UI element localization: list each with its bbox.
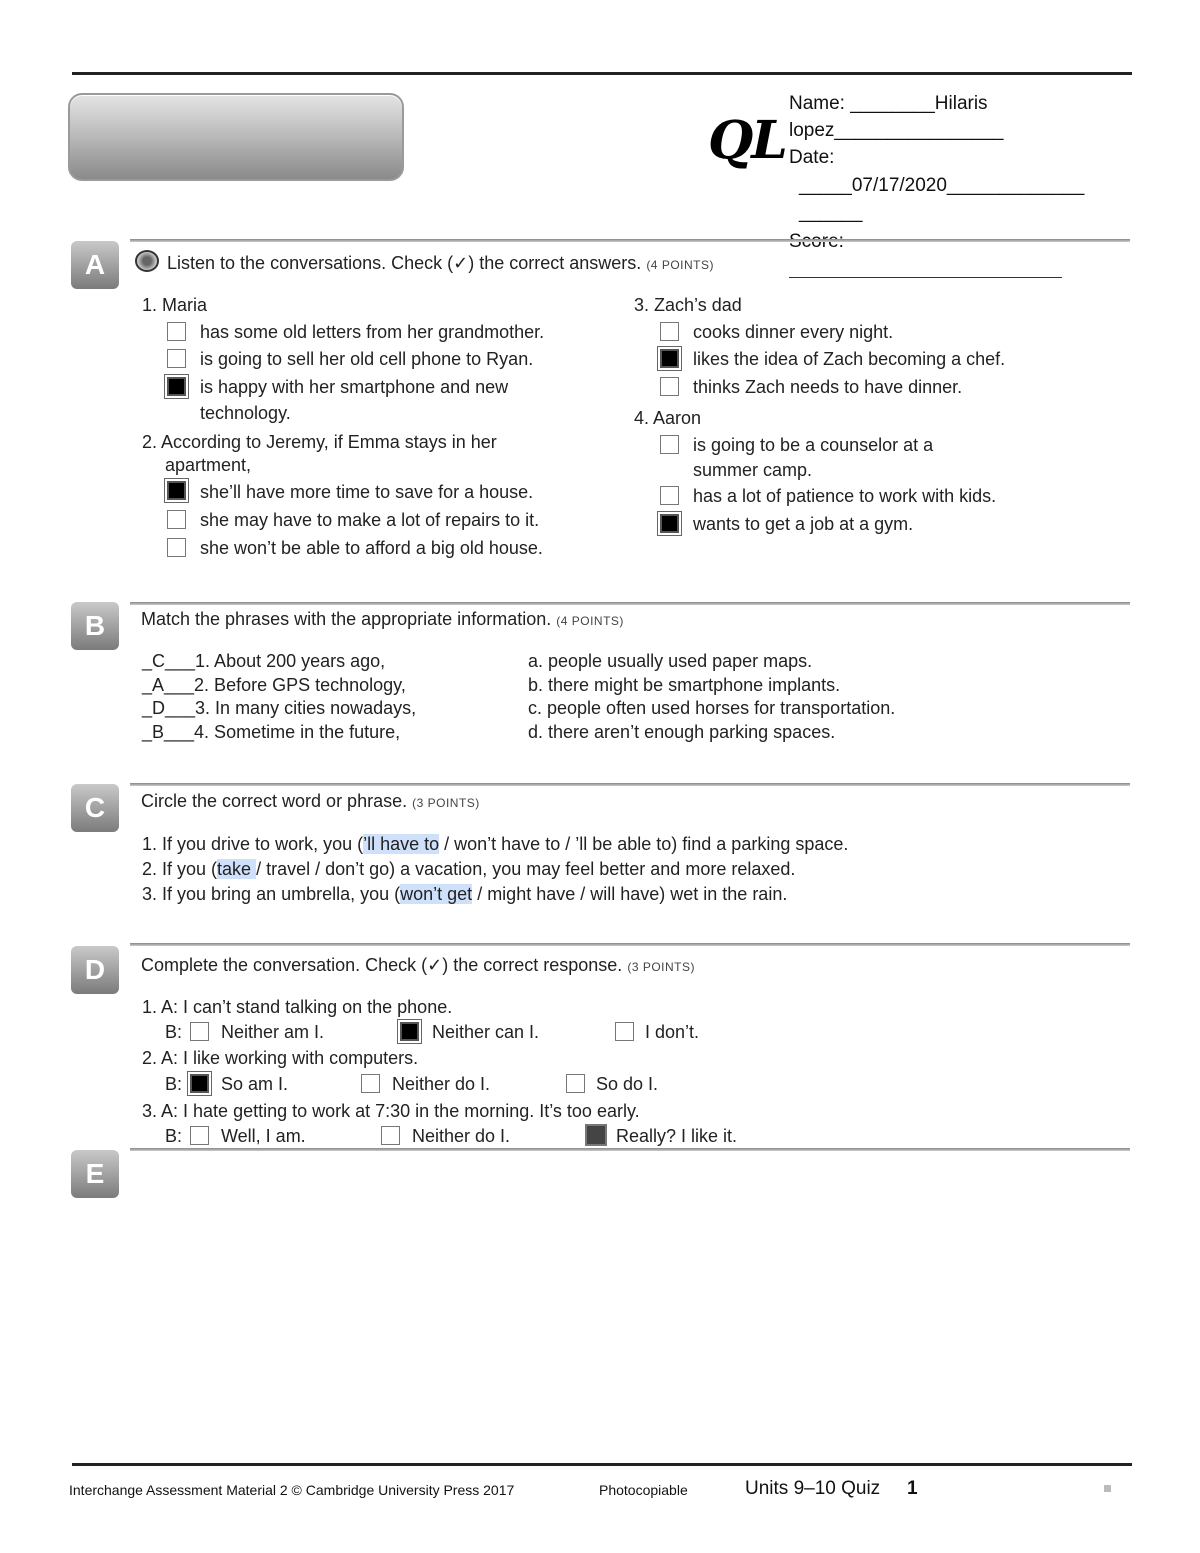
a-q2-title: 2. According to Jeremy, if Emma stays in her	[142, 432, 497, 452]
a-q2-opt3: she won’t be able to afford a big old house.	[200, 538, 543, 558]
d-b-label: B:	[165, 1074, 183, 1094]
checkbox[interactable]	[167, 349, 186, 368]
c-sentence-1: 1. If you drive to work, you (’ll have to / won’t have to / ’ll be able to) find a parking space.	[142, 834, 849, 854]
d-q1-opt2: Neither can I.	[432, 1022, 540, 1042]
a-q4-opt3: wants to get a job at a gym.	[693, 514, 914, 534]
name-line-2: lopez________________	[789, 120, 1004, 141]
d-q3-opt2: Neither do I.	[412, 1126, 511, 1146]
checkbox[interactable]	[615, 1022, 634, 1041]
d-q2-opt2: Neither do I.	[392, 1074, 491, 1094]
checkbox[interactable]	[361, 1074, 380, 1093]
checkbox[interactable]	[660, 486, 679, 505]
checkbox-checked[interactable]	[190, 1074, 209, 1093]
checkbox-checked[interactable]	[585, 1124, 607, 1146]
d-q1-opt1: Neither am I.	[221, 1022, 325, 1042]
date-label: Date:	[789, 147, 835, 168]
score-label	[789, 229, 844, 255]
school-logo: QL	[708, 110, 786, 171]
checkbox[interactable]	[660, 377, 679, 396]
checkbox-checked[interactable]	[660, 349, 679, 368]
b-left-2: _A___2. Before GPS technology,	[142, 675, 406, 695]
audio-icon[interactable]	[135, 250, 159, 272]
a-q4-opt2: has a lot of patience to work with kids.	[693, 486, 997, 506]
footer-quiz-title: Units 9–10 Quiz	[745, 1478, 881, 1499]
checkbox[interactable]	[660, 322, 679, 341]
d-q1-a: 1. A: I can’t stand talking on the phone.	[142, 997, 453, 1017]
a-q4-title: 4. Aaron	[634, 408, 702, 428]
checkbox[interactable]	[167, 322, 186, 341]
section-d-rule	[130, 943, 1130, 946]
b-right-d: d. there aren’t enough parking spaces.	[528, 722, 836, 742]
a-q1-opt1: has some old letters from her grandmother.	[200, 322, 545, 342]
d-q2-opt1: So am I.	[221, 1074, 289, 1094]
b-left-1: _C___1. About 200 years ago,	[142, 651, 386, 671]
title-banner	[68, 93, 404, 181]
footer-rule	[72, 1463, 1132, 1466]
checkbox[interactable]	[190, 1022, 209, 1041]
top-rule	[72, 72, 1132, 75]
date-value: _____07/17/2020_____________	[799, 175, 1085, 196]
c-sentence-2: 2. If you (take / travel / don’t go) a vacation, you may feel better and more relaxed.	[142, 859, 796, 879]
checkbox-checked[interactable]	[660, 514, 679, 533]
b-right-b: b. there might be smartphone implants.	[528, 675, 841, 695]
selected-answer[interactable]: take	[217, 859, 257, 879]
d-q3-a: 3. A: I hate getting to work at 7:30 in the morning. It’s too early.	[142, 1101, 640, 1121]
checkbox[interactable]	[381, 1126, 400, 1145]
d-q3-opt3: Really? I like it.	[616, 1126, 738, 1146]
c-sentence-3: 3. If you bring an umbrella, you (won’t get / might have / will have) wet in the rain.	[142, 884, 788, 904]
section-c-rule	[130, 783, 1130, 786]
a-q3-opt3: thinks Zach needs to have dinner.	[693, 377, 963, 397]
a-q1-title: 1. Maria	[142, 295, 208, 315]
section-d-letter: D	[71, 946, 119, 994]
section-a-instruction: Listen to the conversations. Check (✓) the correct answers. (4 POINTS)	[135, 250, 714, 277]
a-q2-opt2: she may have to make a lot of repairs to it.	[200, 510, 540, 530]
name-line-1: Name: ________Hilaris	[789, 93, 988, 114]
checkbox[interactable]	[190, 1126, 209, 1145]
checkbox-checked[interactable]	[167, 481, 186, 500]
checkbox[interactable]	[167, 538, 186, 557]
d-q2-a: 2. A: I like working with computers.	[142, 1048, 419, 1068]
a-q1-opt2: is going to sell her old cell phone to Ryan.	[200, 349, 534, 369]
a-q4-opt1: is going to be a counselor at a	[693, 435, 934, 455]
section-c-letter: C	[71, 784, 119, 832]
d-q1-opt3: I don’t.	[645, 1022, 700, 1042]
footer-photocopiable: Photocopiable	[599, 1482, 688, 1498]
selected-answer[interactable]: won’t get	[400, 884, 473, 904]
a-q2-opt1: she’ll have more time to save for a house.	[200, 482, 534, 502]
date-line-2: ______	[799, 202, 863, 223]
a-q4-opt1-cont: summer camp.	[693, 460, 813, 480]
b-right-c: c. people often used horses for transportation.	[528, 698, 896, 718]
a-q3-opt2: likes the idea of Zach becoming a chef.	[693, 349, 1006, 369]
d-b-label: B:	[165, 1126, 183, 1146]
section-e-rule	[130, 1148, 1130, 1151]
footer-square-icon	[1104, 1485, 1111, 1492]
a-q3-title: 3. Zach’s dad	[634, 295, 742, 315]
score-line	[789, 277, 1062, 278]
a-q1-opt3: is happy with her smartphone and new	[200, 377, 509, 397]
checkbox[interactable]	[167, 510, 186, 529]
checkbox[interactable]	[660, 435, 679, 454]
section-e-letter: E	[71, 1150, 119, 1198]
b-left-4: _B___4. Sometime in the future,	[142, 722, 401, 742]
a-q3-opt1: cooks dinner every night.	[693, 322, 894, 342]
section-d-instruction: Complete the conversation. Check (✓) the correct response. (3 POINTS)	[141, 955, 695, 975]
footer-page-number: 1	[907, 1478, 918, 1499]
d-q2-opt3: So do I.	[596, 1074, 659, 1094]
section-c-instruction: Circle the correct word or phrase. (3 POINTS)	[141, 791, 480, 811]
d-b-label: B:	[165, 1022, 183, 1042]
footer-copyright: Interchange Assessment Material 2 © Cambridge University Press 2017	[69, 1482, 515, 1498]
section-b-letter: B	[71, 602, 119, 650]
checkbox[interactable]	[566, 1074, 585, 1093]
section-a-letter: A	[71, 241, 119, 289]
checkbox-checked[interactable]	[400, 1022, 419, 1041]
b-left-3: _D___3. In many cities nowadays,	[142, 698, 417, 718]
b-right-a: a. people usually used paper maps.	[528, 651, 813, 671]
a-q1-opt3-cont: technology.	[200, 403, 291, 423]
checkbox-checked[interactable]	[167, 377, 186, 396]
section-b-rule	[130, 602, 1130, 605]
section-b-instruction: Match the phrases with the appropriate information. (4 POINTS)	[141, 609, 624, 629]
section-a-rule	[130, 239, 1130, 242]
a-q2-title-cont: apartment,	[165, 455, 252, 475]
d-q3-opt1: Well, I am.	[221, 1126, 306, 1146]
selected-answer[interactable]: ’ll have to	[363, 834, 440, 854]
